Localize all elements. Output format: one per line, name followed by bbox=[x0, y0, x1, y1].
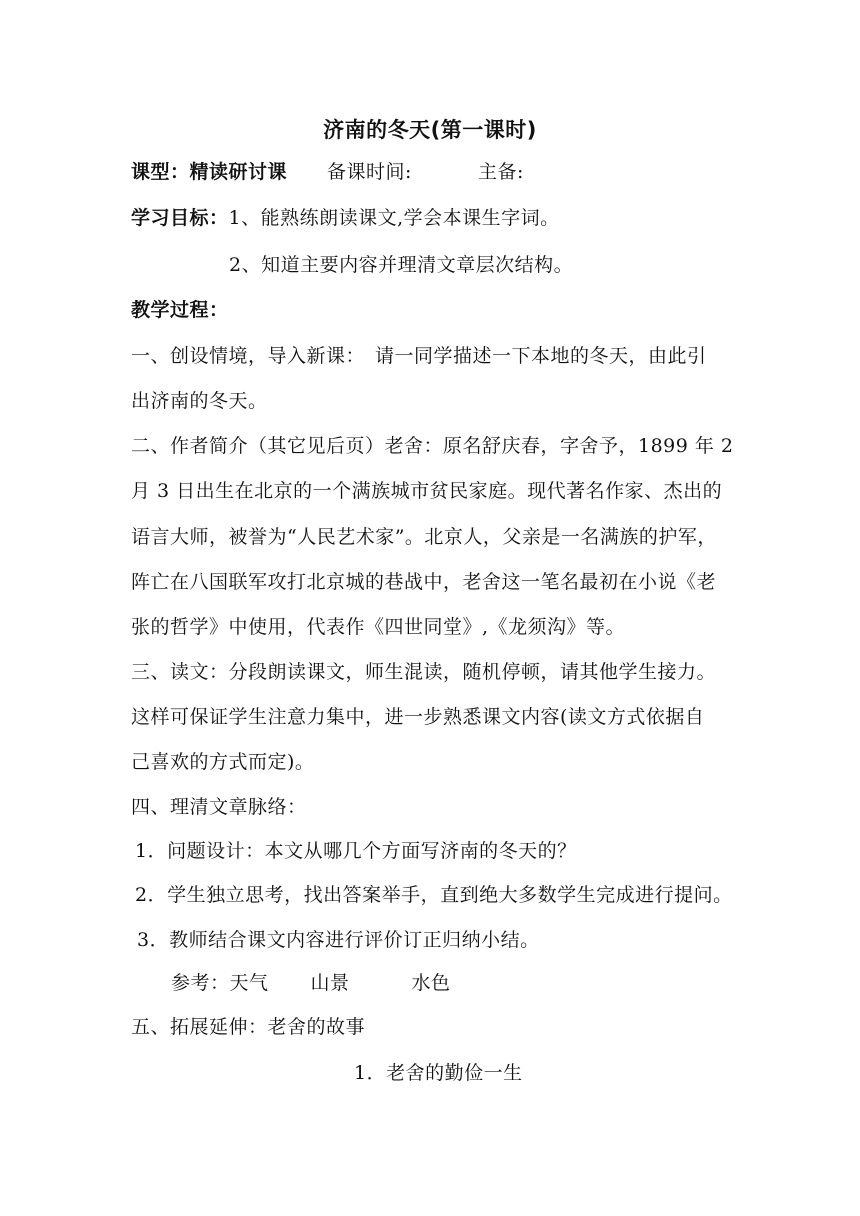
meta-line bbox=[131, 159, 524, 185]
section1-line2: 出济南的冬天。 bbox=[131, 390, 268, 412]
section3-line2: 这样可保证学生注意力集中，进一步熟悉课文内容(读文方式依据自 bbox=[131, 706, 705, 728]
reference-item-weather: 天气 bbox=[229, 972, 269, 994]
section5-heading: 五、拓展延伸：老舍的故事 bbox=[131, 1016, 366, 1038]
course-type-value: 精读研讨课 bbox=[189, 161, 288, 183]
reference-label: 参考： bbox=[171, 972, 230, 994]
reference-line bbox=[171, 970, 451, 996]
course-type-label: 课型： bbox=[131, 161, 190, 183]
objective-item-2: 2、知道主要内容并理清文章层次结构。 bbox=[229, 254, 574, 276]
section2-line1: 二、作者简介（其它见后页）老舍：原名舒庆春，字舍予，1899 年 2 bbox=[131, 435, 734, 457]
section4-item-1: 1．问题设计：本文从哪几个方面写济南的冬天的？ bbox=[135, 840, 577, 862]
section3-line1: 三、读文：分段朗读课文，师生混读，随机停顿，请其他学生接力。 bbox=[131, 661, 717, 683]
reference-item-water: 水色 bbox=[411, 972, 451, 994]
reference-item-mountains: 山景 bbox=[310, 972, 350, 994]
objective-item-1: 1、能熟练朗读课文,学会本课生字词。 bbox=[228, 207, 560, 229]
section2-line5: 张的哲学》中使用，代表作《四世同堂》,《龙须沟》等。 bbox=[131, 616, 626, 638]
section4-item-3: 3．教师结合课文内容进行评价订正归纳小结。 bbox=[137, 929, 540, 951]
lead-label: 主备: bbox=[477, 161, 524, 183]
section5-subheading-1: 1．老舍的勤俭一生 bbox=[354, 1062, 523, 1084]
section4-heading: 四、理清文章脉络： bbox=[131, 796, 307, 818]
section4-item-2: 2．学生独立思考，找出答案举手，直到绝大多数学生完成进行提问。 bbox=[135, 884, 733, 906]
section2-line2: 月 3 日出生在北京的一个满族城市贫民家庭。现代著名作家、杰出的 bbox=[131, 480, 723, 502]
objectives-line-1 bbox=[131, 205, 560, 231]
section1-line1: 一、创设情境，导入新课： 请一同学描述一下本地的冬天，由此引 bbox=[131, 345, 707, 367]
prep-time-label: 备课时间: bbox=[327, 161, 412, 183]
page-title: 济南的冬天(第一课时) bbox=[323, 118, 537, 142]
section3-line3: 己喜欢的方式而定)。 bbox=[131, 751, 315, 773]
section2-line3: 语言大师，被誉为“人民艺术家”。北京人，父亲是一名满族的护军， bbox=[131, 526, 717, 548]
section2-line4: 阵亡在八国联军攻打北京城的巷战中，老舍这一笔名最初在小说《老 bbox=[131, 571, 717, 593]
objectives-label: 学习目标： bbox=[131, 207, 229, 229]
process-heading: 教学过程： bbox=[131, 299, 229, 321]
